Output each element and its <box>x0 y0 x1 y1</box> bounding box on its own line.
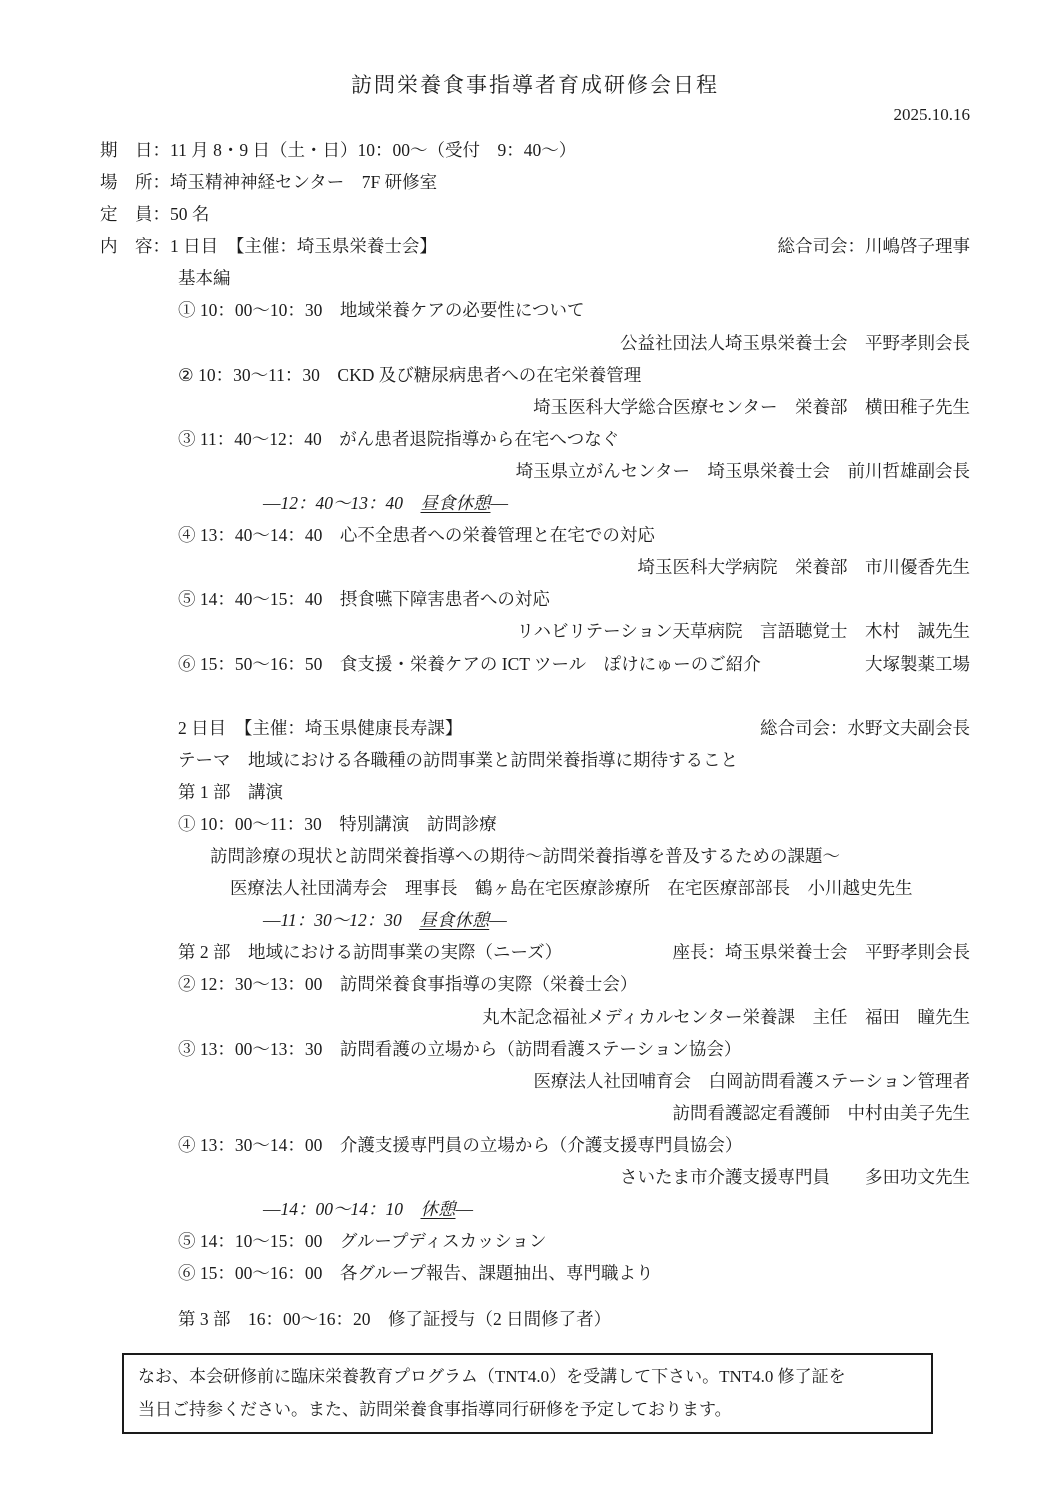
line-text: 2 日目 【主催：埼玉県健康長寿課】 <box>178 717 463 738</box>
break-label: ―14：00～14：10 休憩― <box>263 1199 473 1220</box>
break-label: ―12：40～13：40 昼食休憩― <box>263 493 508 514</box>
line-text: ① 10：00～10：30 地域栄養ケアの必要性について <box>178 300 585 321</box>
schedule-line <box>100 648 970 680</box>
schedule-line <box>100 423 970 455</box>
line-text: ① 10：00～11：30 特別講演 訪問診療 <box>178 813 497 834</box>
schedule-line <box>100 968 970 1000</box>
schedule-break-line <box>100 1193 970 1225</box>
line-text: 第 2 部 地域における訪問事業の実際（ニーズ） <box>178 942 563 963</box>
schedule-line <box>100 1001 970 1033</box>
schedule-line <box>100 1065 970 1097</box>
schedule-line <box>100 1097 970 1129</box>
line-text: ③ 11：40～12：40 がん患者退院指導から在宅へつなぐ <box>178 428 620 449</box>
line-text: 期 日：11 月 8・9 日（土・日）10：00～（受付 9：40～） <box>100 140 577 160</box>
schedule-line <box>100 583 970 615</box>
spacer <box>100 680 970 712</box>
line-text: 内 容：1 日目 【主催：埼玉県栄養士会】 <box>100 236 437 257</box>
schedule-line <box>100 198 970 230</box>
line-right-text: 訪問看護認定看護師 中村由美子先生 <box>672 1102 970 1123</box>
notice-line: なお、本会研修前に臨床栄養教育プログラム（TNT4.0）を受講して下さい。TNT4.0 修了証を <box>138 1367 846 1387</box>
schedule-line <box>100 808 970 840</box>
schedule-line <box>100 230 970 262</box>
line-text: ② 10：30～11：30 CKD 及び糖尿病患者への在宅栄養管理 <box>178 364 642 385</box>
line-text: テーマ 地域における各職種の訪問事業と訪問栄養指導に期待すること <box>178 749 738 770</box>
line-right-text: 座長：埼玉県栄養士会 平野孝則会長 <box>672 942 970 963</box>
line-right-text: 大塚製薬工場 <box>865 653 970 674</box>
schedule-line <box>100 712 970 744</box>
schedule-line <box>100 455 970 487</box>
schedule-line <box>100 1129 970 1161</box>
line-right-text: 丸木記念福祉メディカルセンター栄養課 主任 福田 瞳先生 <box>482 1006 970 1027</box>
line-text: 基本編 <box>178 268 231 289</box>
line-right-text: さいたま市介護支援専門員 多田功文先生 <box>620 1167 970 1187</box>
line-right-text: 埼玉県立がんセンター 埼玉県栄養士会 前川哲雄副会長 <box>515 460 970 481</box>
line-text: 医療法人社団満寿会 理事長 鶴ヶ島在宅医療診療所 在宅医療部部長 小川越史先生 <box>230 878 913 899</box>
schedule-line <box>100 615 970 647</box>
line-text: 訪問診療の現状と訪問栄養指導への期待～訪問栄養指導を普及するための課題～ <box>210 846 840 867</box>
line-right-text: 医療法人社団哺育会 白岡訪問看護ステーション管理者 <box>533 1070 970 1091</box>
schedule-line <box>100 262 970 294</box>
line-right-text: リハビリテーション天草病院 言語聴覚士 木村 誠先生 <box>516 621 970 642</box>
schedule-line <box>100 744 970 776</box>
line-text: 第 1 部 講演 <box>178 781 283 802</box>
line-text: 第 3 部 16：00～16：20 修了証授与（2 日間修了者） <box>178 1309 612 1330</box>
schedule-line <box>100 1033 970 1065</box>
line-text: 定 員：50 名 <box>100 204 210 225</box>
line-text: ② 12：30～13：00 訪問栄養食事指導の実際（栄養士会） <box>178 974 638 995</box>
schedule-lines <box>100 134 970 1335</box>
schedule-line <box>100 1257 970 1289</box>
page-title: 訪問栄養食事指導者育成研修会日程 <box>351 73 719 97</box>
line-right-text: 埼玉医科大学病院 栄養部 市川優香先生 <box>637 557 970 578</box>
line-right-text: 総合司会：水野文夫副会長 <box>760 717 970 738</box>
schedule-line <box>100 391 970 423</box>
schedule-line <box>100 294 970 326</box>
line-text: ④ 13：40～14：40 心不全患者への栄養管理と在宅での対応 <box>178 525 655 546</box>
doc-date: 2025.10.16 <box>893 105 970 124</box>
document-content <box>0 70 1061 1434</box>
schedule-line <box>100 1225 970 1257</box>
schedule-break-line <box>100 487 970 519</box>
line-text: ⑥ 15：00～16：00 各グループ報告、課題抽出、専門職より <box>178 1263 654 1284</box>
notice-box <box>122 1353 933 1434</box>
spacer <box>100 1289 970 1303</box>
line-text: 場 所：埼玉精神神経センター 7F 研修室 <box>100 172 438 193</box>
schedule-line <box>100 840 970 872</box>
line-right-text: 総合司会：川嶋啓子理事 <box>777 236 970 257</box>
schedule-line <box>100 134 970 166</box>
break-label: ―11：30～12：30 昼食休憩― <box>263 910 507 931</box>
line-right-text: 埼玉医科大学総合医療センター 栄養部 横田稚子先生 <box>533 396 970 417</box>
schedule-line <box>100 872 970 904</box>
schedule-line <box>100 551 970 583</box>
schedule-line <box>100 327 970 359</box>
line-right-text: 公益社団法人埼玉県栄養士会 平野孝則会長 <box>620 332 970 353</box>
schedule-line <box>100 1161 970 1193</box>
line-text: ③ 13：00～13：30 訪問看護の立場から（訪問看護ステーション協会） <box>178 1038 742 1059</box>
schedule-line <box>100 936 970 968</box>
line-text: ④ 13：30～14：00 介護支援専門員の立場から（介護支援専門員協会） <box>178 1134 743 1155</box>
schedule-break-line <box>100 904 970 936</box>
line-text: ⑤ 14：40～15：40 摂食嚥下障害患者への対応 <box>178 589 550 610</box>
line-text: ⑥ 15：50～16：50 食支援・栄養ケアの ICT ツール ぽけにゅーのご紹介 <box>178 653 761 674</box>
schedule-line <box>100 519 970 551</box>
schedule-line <box>100 166 970 198</box>
schedule-line <box>100 776 970 808</box>
schedule-line <box>100 359 970 391</box>
notice-line: 当日ご持参ください。また、訪問栄養食事指導同行研修を予定しております。 <box>138 1400 732 1420</box>
line-text: ⑤ 14：10～15：00 グループディスカッション <box>178 1231 547 1252</box>
schedule-line <box>100 1303 970 1335</box>
